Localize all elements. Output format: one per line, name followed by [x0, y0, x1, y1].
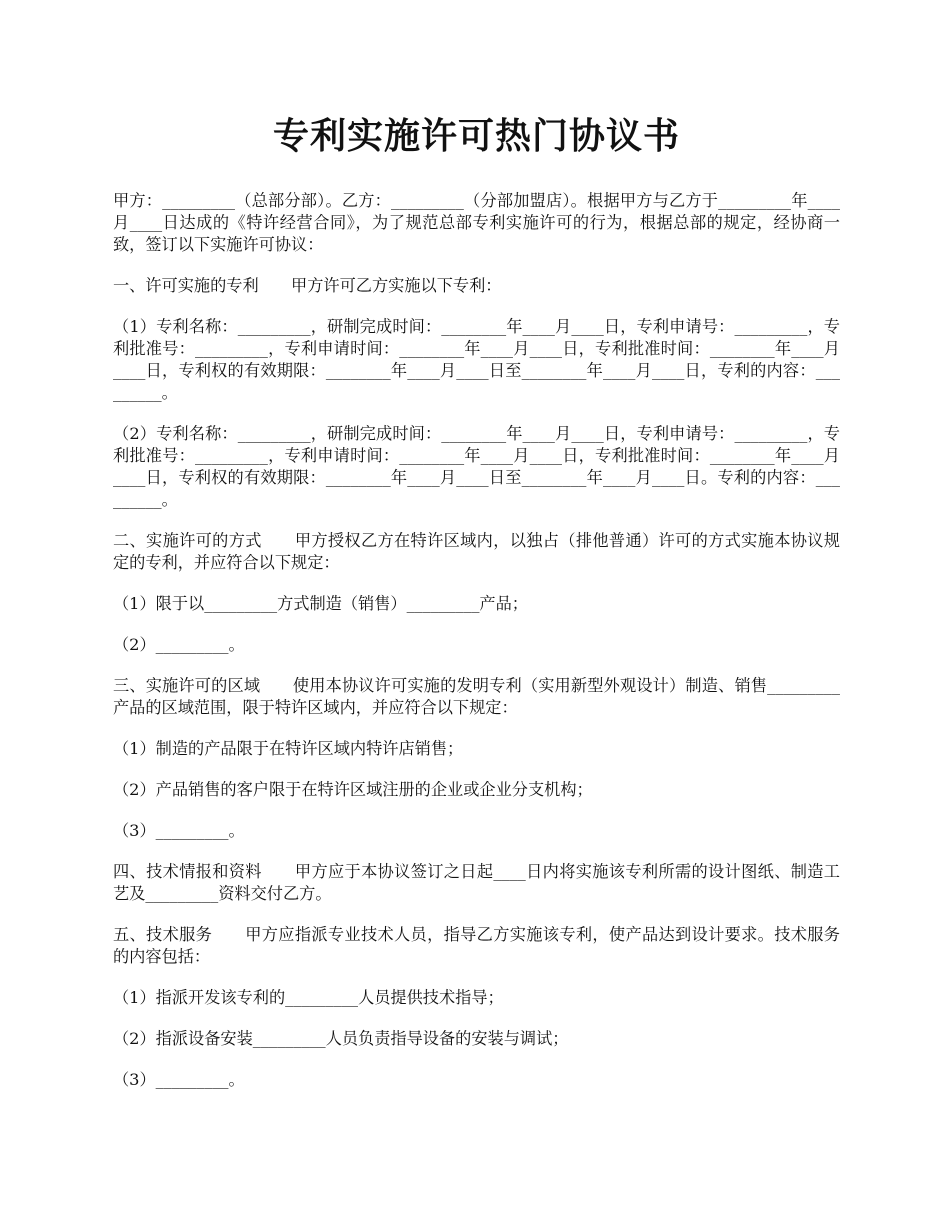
section-3-item-1: （1）制造的产品限于在特许区域内特许店销售；	[113, 739, 464, 758]
section-5-item-2: （2）指派设备安装_________人员负责指导设备的安装与调试；	[113, 1029, 569, 1048]
intro-paragraph: 甲方：_________（总部分部）。乙方：_________（分部加盟店）。根据甲方与乙方于_________年____月____日达成的《特许经营合同》，为了规范总部专利实施许可的行为，根据总部的规定，经协商一致，签订以下实施许可协议：	[113, 191, 840, 254]
document-title: 专利实施许可热门协议书	[272, 115, 680, 157]
section-3-heading: 三、实施许可的区域 使用本协议许可实施的发明专利（实用新型外观设计）制造、销售_________产品的区域范围，限于特许区域内，并应符合以下规定：	[113, 676, 840, 717]
section-3-item-2: （2）产品销售的客户限于在特许区域注册的企业或企业分支机构；	[113, 780, 593, 799]
section-5-item-1: （1）指派开发该专利的_________人员提供技术指导；	[113, 988, 504, 1007]
section-1-heading: 一、许可实施的专利 甲方许可乙方实施以下专利：	[113, 276, 502, 295]
section-4-heading: 四、技术情报和资料 甲方应于本协议签订之日起____日内将实施该专利所需的设计图纸、制造工艺及_________资料交付乙方。	[113, 862, 840, 903]
section-2-item-2: （2）_________。	[113, 635, 245, 654]
section-2-heading: 二、实施许可的方式 甲方授权乙方在特许区域内，以独占（排他普通）许可的方式实施本协议规定的专利，并应符合以下规定：	[113, 531, 840, 572]
patent-2-details: （2）专利名称：_________，研制完成时间：________年____月____日，专利申请号：_________，专利批准号：_________，专利申请时间：________年____月____日，专利批准时间：________年____月____日，专利权的有效期限：________年____月____日至________年____月____日。专利的内容：_________。	[113, 424, 840, 509]
section-5-heading: 五、技术服务 甲方应指派专业技术人员，指导乙方实施该专利，使产品达到设计要求。技术服务的内容包括：	[113, 925, 840, 966]
section-5-item-3: （3）_________。	[113, 1070, 245, 1089]
section-2-item-1: （1）限于以_________方式制造（销售）_________产品；	[113, 594, 528, 613]
section-3-item-3: （3）_________。	[113, 821, 245, 840]
patent-1-details: （1）专利名称：_________，研制完成时间：________年____月____日，专利申请号：_________，专利批准号：_________，专利申请时间：________年____月____日，专利批准时间：________年____月____日，专利权的有效期限：________年____月____日至________年____月____日，专利的内容：_________。	[113, 317, 840, 402]
